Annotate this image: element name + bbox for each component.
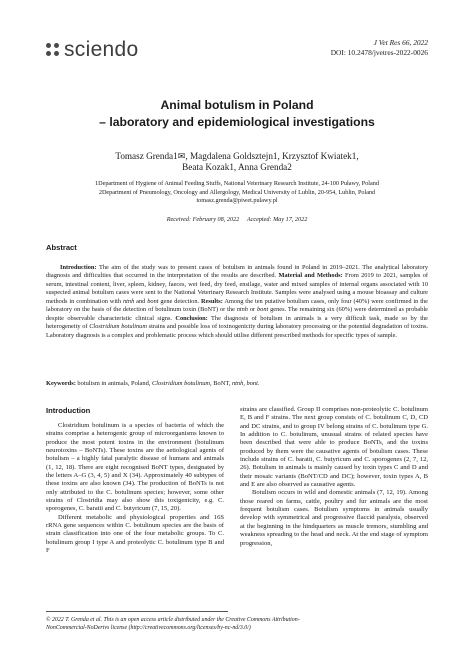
- author-list: [40, 151, 434, 173]
- affiliation-1: 1Department of Hygiene of Animal Feeding Stuffs, National Veterinary Research Institute, 24-100 Puławy, Poland: [95, 180, 379, 187]
- affiliations: [40, 180, 434, 206]
- abstract-species: Clostridium botulinum: [89, 323, 147, 331]
- body-column-left: [46, 422, 224, 556]
- introduction-heading: Introduction: [46, 406, 91, 415]
- intro-paragraph-2-continued: strains are classified. Group II comprises non-proteolytic C. botulinum E, B and F strains. The next group consists of C. botulinum C, D, CD and DC strains, and to group IV belong strains of C. botulinum type G. In addition to C. botulinum, unusual strains of related species have been described that were able to produce BoNTs, and the toxins produced by them were the causative agents of botulism cases. These include strains of C. baratii, C. butyricum and C. sporogenes (2, 7, 12, 26). Botulism in animals is mainly caused by toxin types C and D and their mosaic variants (BoNT/CD and DC); however, toxin types A, B and E are also observed as causative agents.: [240, 406, 428, 489]
- keywords: [46, 380, 428, 387]
- abstract-conclusion-label: Conclusion:: [175, 314, 208, 322]
- license-line-1: © 2022 T. Grenda et al. This is an open access article distributed under the Creative Commons Attribution-: [46, 617, 300, 623]
- abstract-introduction-label: Introduction:: [60, 264, 97, 271]
- abstract-results-text: Among the ten putative botulism cases, only four (40%) were confirmed in the laboratory on the basis of the detection of botulinum toxin (BoNT) or the: [46, 297, 428, 314]
- publisher-logo: [46, 38, 138, 62]
- authors-line-2: Beata Kozak1, Anna Grenda2: [182, 162, 292, 172]
- abstract-results-label: Results:: [200, 297, 223, 305]
- abstract-conjunction: and: [134, 297, 148, 305]
- abstract-conclusion-text: The diagnosis of botulism in animals is a very difficult task, made so by the heterogeneity of: [46, 314, 428, 331]
- license-line-2[interactable]: NonCommercial-NoDerivs license (http://creativecommons.org/licenses/by-nc-nd/3.0/): [46, 625, 251, 631]
- title-line-1: Animal botulism in Poland: [160, 98, 314, 112]
- publisher-name: sciendo: [64, 38, 139, 61]
- body-column-right: [240, 406, 428, 548]
- journal-info: [331, 38, 428, 57]
- intro-paragraph-2: Different metabolic and physiological properties and 16S rRNA gene sequences within C. botulinum species are the basis of strain classification into one of the four metabolic groups. To C. botulinum group I type A and proteolytic C. botulinum type B and F: [46, 513, 224, 555]
- title-line-2: – laboratory and epidemiological investigations: [99, 114, 375, 129]
- abstract-body: [46, 264, 428, 340]
- keywords-species: Clostridium botulinum: [151, 380, 211, 387]
- abstract-methods-text: From 2019 to 2021, samples of serum, intestinal content, liver, spleen, kidney, faeces, wet feed, dry feed, ensilage, water and mixed samples of internal organs associated with 10 suspected animal botulism cases were sent to the National Veterinary Research Institute. Samples were analysed using a mouse bioassay and culture methods in combination with: [46, 272, 428, 305]
- abstract-conclusion-tail: strains and possible loss of toxinogenicity during laboratory processing or the potential degradation of toxins. Laboratory diagnosis is a complex and problematic process which should utilise different prescribed methods for specific types of sample.: [46, 323, 428, 339]
- abstract-introduction-text: The aim of the study was to present cases of botulism in animals found in Poland in 2019–2021. The analytical laboratory diagnosis and difficulties that occurred in the interpretation of the results are described.: [46, 264, 428, 280]
- abstract-results-conjunction: or: [247, 306, 257, 314]
- abstract-methods-tail: gene detection.: [158, 297, 201, 305]
- intro-paragraph-1: Clostridium botulinum is a species of bacteria of which the strains comprise a heterogenic group of microorganisms known to produce the most potent toxins in the environment (botulinum neurotoxins – BoNTs). These toxins are the aetiological agents of botulism – a highly fatal paralytic disease of humans and animals (1, 12, 18). There are eight recognised BoNT types, designated by the letters A–G (3, 4, 5) and X (34). Approximately 40 subtypes of these toxins are also known (34). The production of BoNTs is not only attributed to the C. botulinum species; however, some other strains of Clostridia may also show this toxigenicity, e.g. C. sporogenes, C. baratii and C. butyricum (7, 15, 20).: [46, 422, 224, 513]
- abstract-gene-ntnh: ntnh: [122, 297, 135, 305]
- keywords-gene-bont: bont: [246, 380, 258, 387]
- intro-paragraph-3: Botulism occurs in wild and domestic animals (7, 12, 19). Among those reared on farms, cattle, poultry and fur animals are the most frequent botulism cases. Botulism symptoms in animals usually develop with symmetrical and progressive flaccid paralysis, observed at the beginning in the hindquarters as muscle tremors, stumbling and weakness spreading to the head and neck. At the end stage of symptom progression,: [240, 489, 428, 547]
- doi: DOI: 10.2478/jvetres-2022-0026: [330, 47, 428, 57]
- keywords-text-d: .: [257, 380, 260, 387]
- abstract-results-gene-ntnh: ntnh: [236, 306, 248, 314]
- footer-divider: [46, 611, 228, 612]
- abstract-heading: Abstract: [46, 243, 77, 252]
- keywords-text-c: ,: [243, 380, 247, 387]
- journal-reference: J Vet Res 66, 2022: [373, 38, 428, 47]
- page-header: [46, 38, 428, 78]
- license-footer: [46, 616, 428, 632]
- keywords-gene-ntnh: ntnh: [231, 380, 244, 387]
- keywords-text-a: botulism in animals, Poland,: [75, 380, 152, 387]
- received-accepted-dates: Received: February 08, 2022 Accepted: May 17, 2022: [166, 216, 308, 223]
- corresponding-email[interactable]: tomasz.grenda@piwet.pulawy.pl: [196, 197, 278, 205]
- abstract-methods-label: Material and Methods:: [278, 272, 343, 280]
- keywords-label: Keywords:: [46, 380, 76, 387]
- abstract-gene-bont: bont: [147, 297, 159, 305]
- affiliation-2: 2Department of Pneumology, Oncology and Allergology, Medical University of Lublin, 20-954, Lublin, Poland: [98, 188, 376, 196]
- authors-line-1: Tomasz Grenda1✉, Magdalena Goldsztejn1, Krzysztof Kwiatek1,: [115, 151, 359, 161]
- sciendo-logo-icon: [46, 43, 60, 57]
- abstract-results-gene-bont: bont: [256, 306, 269, 314]
- abstract-results-tail: genes. The remaining six (60%) were determined as probable despite observable characteristic clinical signs.: [46, 306, 428, 322]
- article-title: [40, 97, 434, 130]
- keywords-text-b: , BoNT,: [210, 380, 232, 387]
